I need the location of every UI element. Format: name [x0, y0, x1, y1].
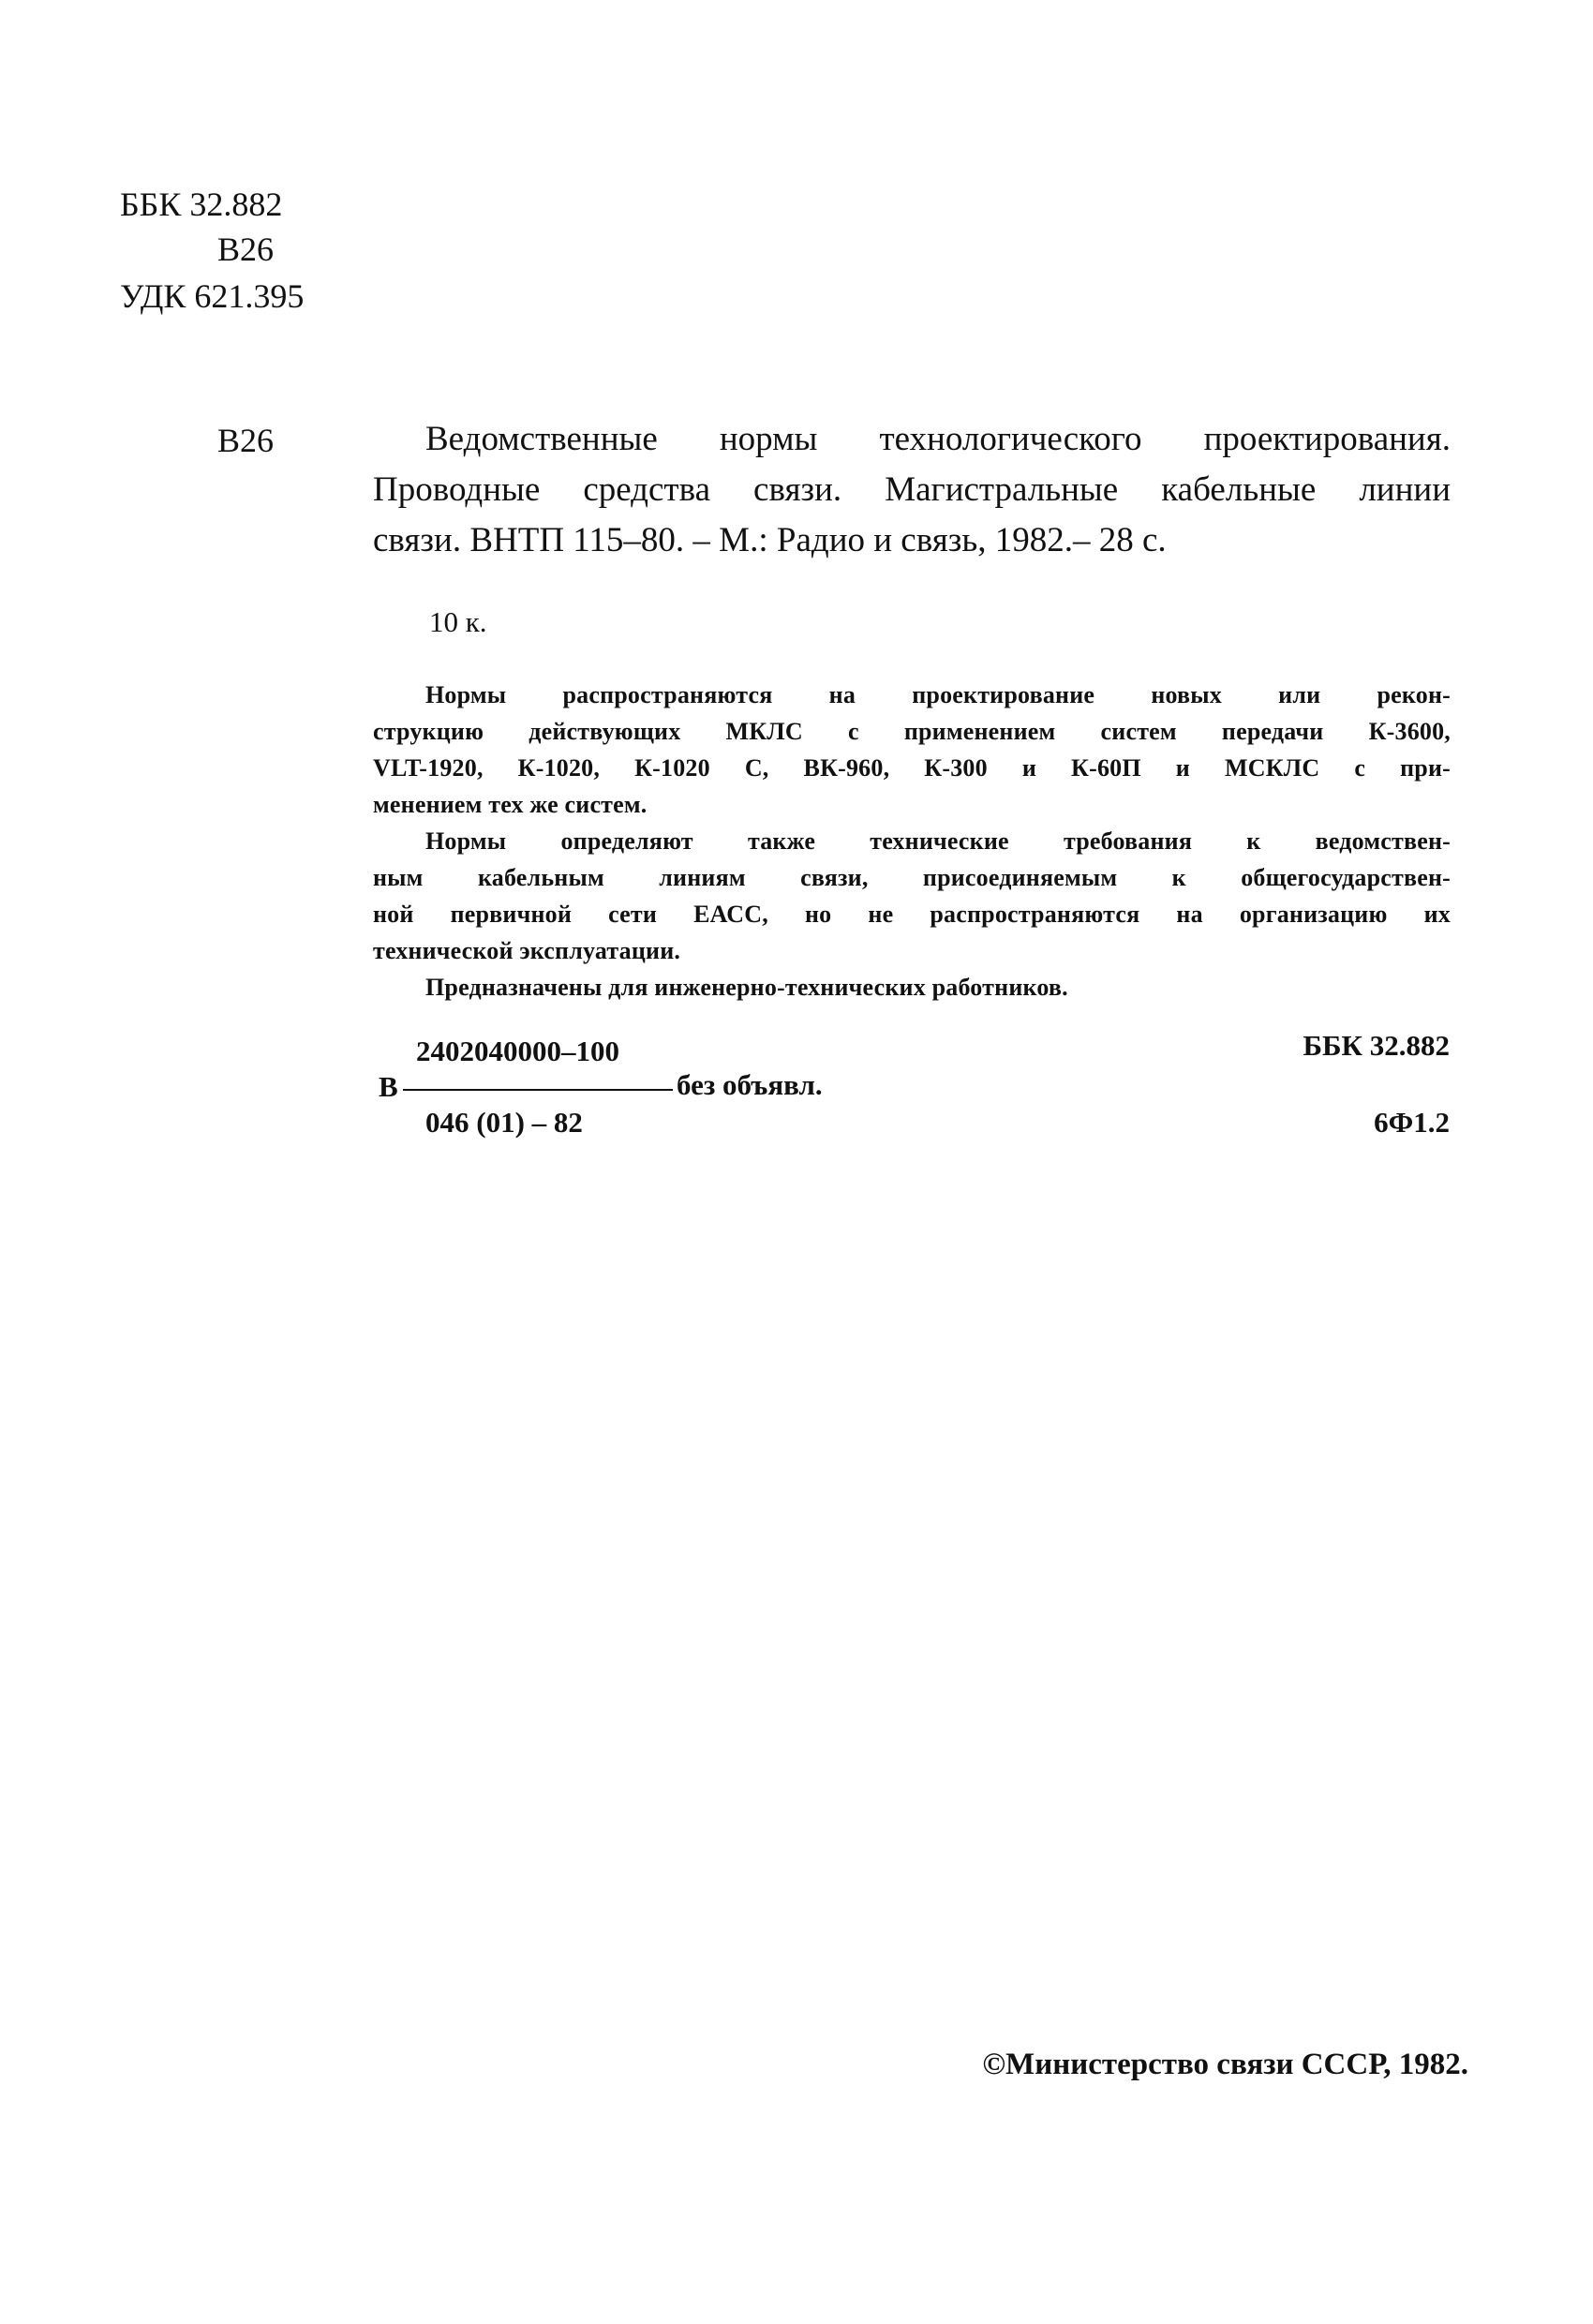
- imprint-denominator: 046 (01) – 82: [425, 1106, 583, 1139]
- annotation-line: Нормы определяют также технические требования к ведомствен-: [425, 827, 1451, 855]
- annotation-line: Предназначены для инженерно-технических работников.: [425, 974, 1068, 1001]
- price: 10 к.: [429, 605, 487, 638]
- annotation-paragraph: [373, 823, 1451, 969]
- annotation-line: струкцию действующих МКЛС с применением систем передачи К-3600,: [373, 718, 1451, 745]
- imprint-index: 6Ф1.2: [1374, 1106, 1450, 1139]
- imprint-numerator: 2402040000–100: [416, 1035, 619, 1067]
- annotation: [373, 677, 1451, 1006]
- imprint-prefix: В: [379, 1070, 398, 1103]
- title-line: Ведомственные нормы технологического проектирования.: [425, 420, 1451, 458]
- annotation-line: ной первичной сети ЕАСС, но не распространяются на организацию их: [373, 901, 1451, 928]
- imprint-note: без объявл.: [677, 1068, 823, 1101]
- annotation-line: VLT-1920, К-1020, К-1020 С, ВК-960, К-300 и К-60П и МСКЛС с при-: [373, 754, 1451, 782]
- title-line: Проводные средства связи. Магистральные кабельные линии: [373, 470, 1451, 509]
- entry-code: В26: [217, 422, 275, 459]
- bbk-code: ББК 32.882: [120, 186, 283, 223]
- annotation-line: технической эксплуатации.: [373, 937, 681, 964]
- annotation-paragraph: [373, 969, 1451, 1006]
- imprint-bbk: ББК 32.882: [1303, 1029, 1450, 1062]
- annotation-line: менением тех же систем.: [373, 791, 648, 818]
- copyright-notice: ©Министерство связи СССР, 1982.: [982, 2048, 1468, 2081]
- bibliographic-title: [373, 414, 1451, 566]
- title-line: связи. ВНТП 115–80. – М.: Радио и связь, 1982.– 28 с.: [373, 521, 1167, 559]
- fraction-rule: [403, 1089, 673, 1091]
- annotation-line: Нормы распространяются на проектирование новых или рекон-: [425, 681, 1451, 708]
- annotation-line: ным кабельным линиям связи, присоединяемым к общегосударствен-: [373, 864, 1451, 891]
- author-code: В26: [217, 231, 275, 268]
- udk-code: УДК 621.395: [120, 277, 305, 315]
- annotation-paragraph: [373, 677, 1451, 823]
